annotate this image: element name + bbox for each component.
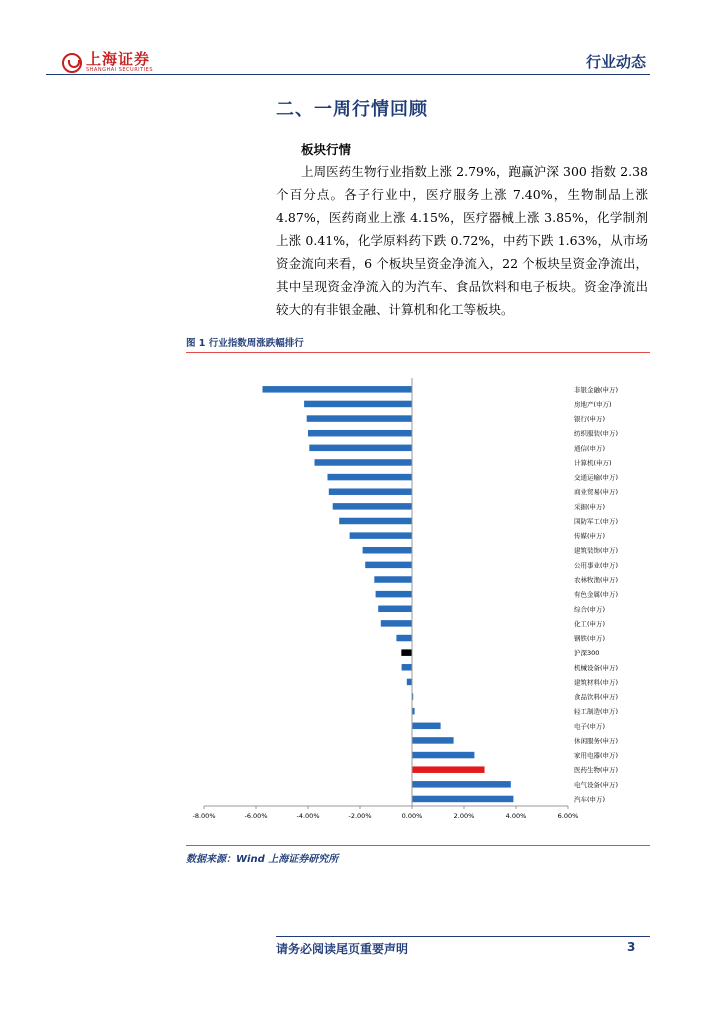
bar-5 [309, 445, 412, 452]
category-label-29: 汽车(申万) [574, 795, 606, 804]
category-label-27: 医药生物(申万) [574, 766, 619, 775]
bar-9 [333, 503, 412, 510]
category-label-11: 传媒(申万) [574, 532, 606, 541]
section-title: 二、一周行情回顾 [276, 99, 428, 120]
figure-top-rule [186, 352, 650, 353]
category-label-15: 有色金属(申万) [574, 590, 619, 599]
bar-28 [412, 781, 511, 788]
category-label-3: 银行(申万) [574, 415, 606, 424]
x-tick-label-7: 4.00% [505, 812, 527, 820]
company-logo [62, 52, 153, 73]
bar-16 [378, 606, 412, 613]
category-label-18: 钢铁(申万) [574, 634, 606, 643]
company-logo-icon [62, 53, 82, 73]
bar-15 [376, 591, 412, 598]
x-tick-label-6: 2.00% [453, 812, 475, 820]
category-label-17: 化工(申万) [574, 619, 606, 628]
bar-27 [412, 766, 485, 773]
bar-24 [412, 723, 441, 730]
bar-2 [304, 401, 412, 408]
bar-29 [412, 796, 513, 803]
category-label-2: 房地产(申万) [574, 400, 612, 409]
bar-19 [401, 649, 412, 656]
figure-caption: 图 1 行业指数周涨跌幅排行 [186, 338, 304, 349]
bar-21 [407, 679, 412, 686]
bar-8 [329, 488, 412, 495]
bar-26 [412, 752, 474, 759]
x-tick-label-5: 0.00% [401, 812, 423, 820]
category-label-12: 建筑装饰(申万) [574, 546, 619, 555]
bar-25 [412, 737, 454, 744]
category-label-20: 机械设备(申万) [574, 663, 619, 672]
bar-20 [402, 664, 412, 671]
figure-bottom-rule [186, 845, 650, 846]
bar-18 [396, 635, 412, 642]
category-label-22: 食品饮料(申万) [574, 693, 619, 702]
bar-6 [315, 459, 413, 466]
bar-11 [350, 532, 412, 539]
bar-7 [328, 474, 413, 481]
subsection-title: 板块行情 [301, 142, 352, 157]
x-tick-label-2: -6.00% [244, 812, 268, 820]
category-label-13: 公用事业(申万) [574, 561, 619, 570]
bar-4 [308, 430, 412, 437]
x-tick-label-4: -2.00% [348, 812, 372, 820]
category-label-19: 沪深300 [574, 649, 600, 658]
category-label-4: 纺织服装(申万) [574, 429, 619, 438]
industry-weekly-change-bar-chart [186, 356, 650, 826]
page-number: 3 [627, 940, 636, 954]
category-label-21: 建筑材料(申万) [574, 678, 619, 687]
category-label-5: 通信(申万) [574, 444, 606, 453]
header-divider [46, 74, 650, 75]
category-label-6: 计算机(申万) [574, 458, 612, 467]
category-label-23: 轻工制造(申万) [574, 707, 619, 716]
bar-1 [263, 386, 413, 393]
x-tick-label-3: -4.00% [296, 812, 320, 820]
footer-divider [276, 936, 650, 937]
category-label-9: 采掘(申万) [574, 502, 606, 511]
x-tick-label-8: 6.00% [557, 812, 579, 820]
logo-chinese-name: 上海证券 [86, 50, 151, 68]
bar-14 [374, 576, 412, 583]
category-label-8: 商业贸易(申万) [574, 488, 619, 497]
x-tick-label-1: -8.00% [192, 812, 216, 820]
category-label-25: 休闲服务(申万) [574, 736, 619, 745]
bar-17 [381, 620, 412, 627]
bar-12 [363, 547, 412, 554]
category-label-24: 电子(申万) [574, 722, 606, 731]
category-label-10: 国防军工(申万) [574, 517, 619, 526]
category-label-26: 家用电器(申万) [574, 751, 619, 760]
data-source: 数据来源：Wind 上海证券研究所 [186, 854, 339, 865]
footer-disclaimer: 请务必阅读尾页重要声明 [276, 942, 409, 956]
category-label-7: 交通运输(申万) [574, 473, 619, 482]
report-category: 行业动态 [585, 53, 646, 71]
bar-10 [339, 518, 412, 525]
category-label-16: 综合(申万) [574, 605, 606, 614]
bar-13 [365, 562, 412, 569]
category-label-1: 非银金融(申万) [574, 385, 619, 394]
bar-3 [307, 415, 412, 422]
category-label-14: 农林牧渔(申万) [574, 576, 619, 585]
logo-english-name: SHANGHAI SECURITIES [86, 67, 154, 73]
category-label-28: 电气设备(申万) [574, 780, 619, 789]
body-paragraph: 上周医药生物行业指数上涨 2.79%，跑赢沪深 300 指数 2.38 个百分点。各子行业中，医疗服务上涨 7.40%，生物制品上涨 4.87%，医药商业上涨 4.15%，医疗器械上涨 3.85%，化学制剂上涨 0.41%，化学原料药下跌 0.72%，中药下跌 1.63%，从市场资金流向来看，6 个板块呈资金净流入，22 个板块呈资金净流出，其中呈现资金净流入的为汽车、食品饮料和电子板块。资金净流出较大的有非银金融、计算机和化工等板块。 [276, 164, 648, 317]
